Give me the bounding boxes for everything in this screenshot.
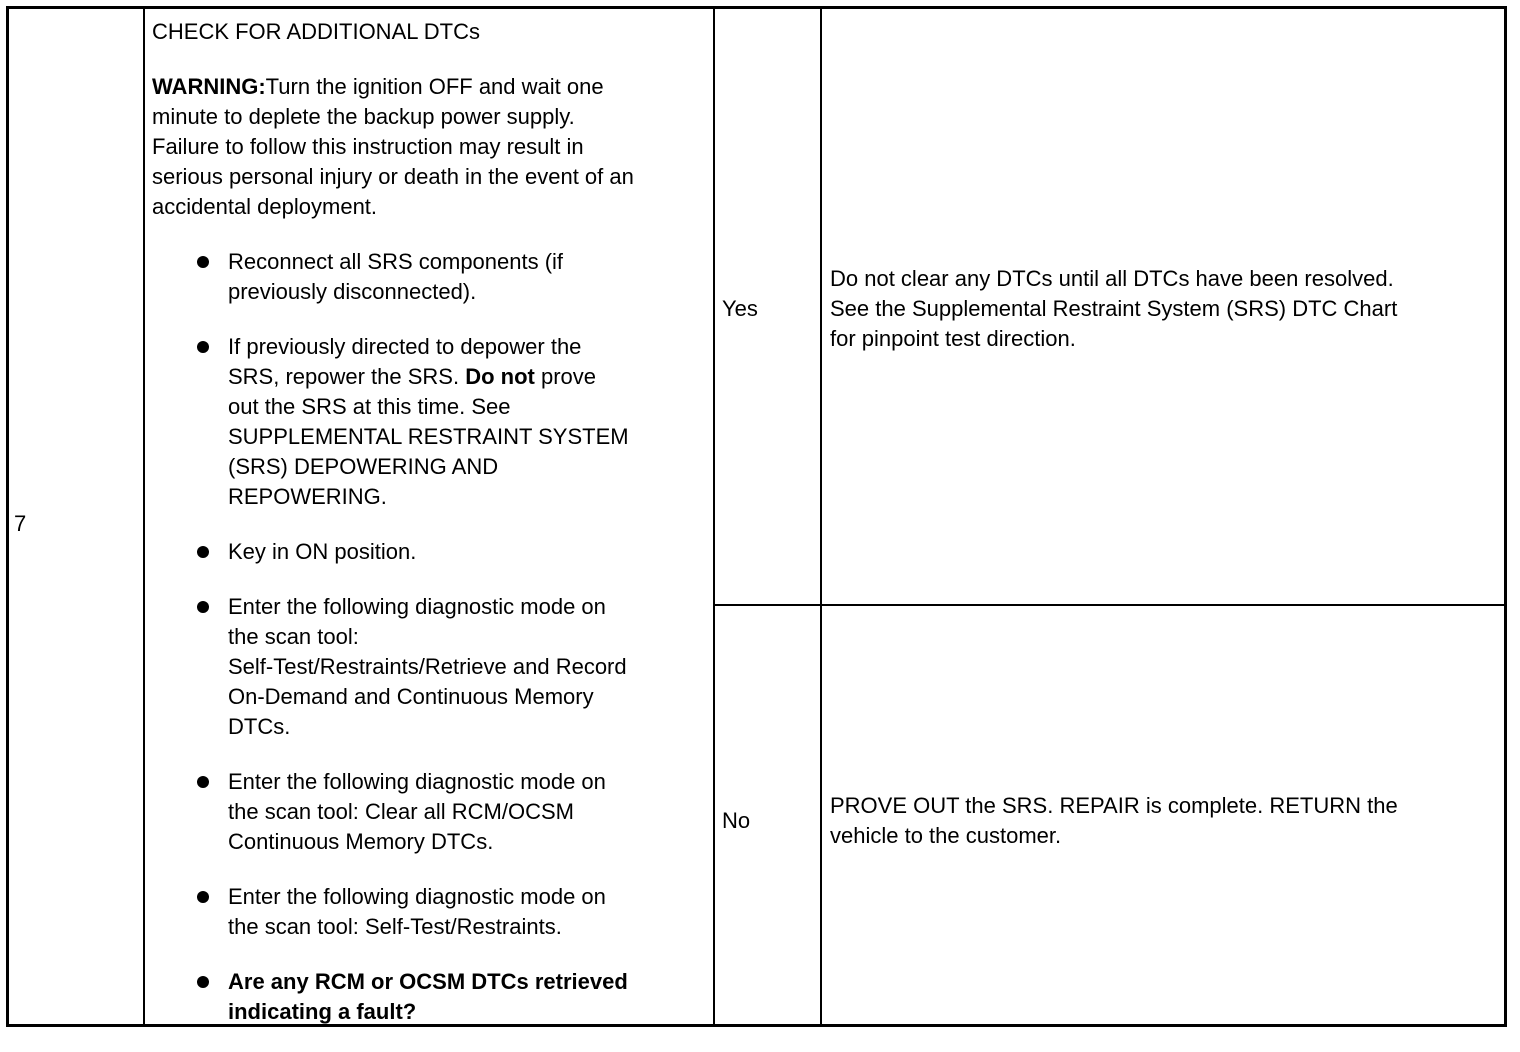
list-item: If previously directed to depower the SRS, repower the SRS. Do not prove out the SRS at this time. See SUPPLEMENTAL RESTRAINT SYSTEM (SRS) DEPOWERING AND REPOWERING.: [152, 332, 712, 512]
warning-label: WARNING:: [152, 74, 266, 99]
list-item: Enter the following diagnostic mode on the scan tool: Self-Test/Restraints/Retrieve and Record On-Demand and Continuous Memory DTCs.: [152, 592, 712, 742]
list-item: Enter the following diagnostic mode on the scan tool: Self-Test/Restraints.: [152, 882, 712, 942]
bullet-icon: [197, 601, 209, 613]
step-title: CHECK FOR ADDITIONAL DTCs: [152, 19, 480, 44]
bullet-icon: [197, 546, 209, 558]
answer-yes-label: Yes: [722, 296, 758, 321]
list-item: Reconnect all SRS components (if previously disconnected).: [152, 247, 712, 307]
bullet-icon: [197, 341, 209, 353]
column-divider-step: [143, 9, 145, 1024]
column-divider-action: [713, 9, 715, 1024]
step-number: 7: [14, 511, 27, 536]
action-cell: [152, 17, 712, 1052]
instruction-list: [152, 247, 712, 1027]
bullet-icon: [197, 256, 209, 268]
column-divider-answer: [820, 9, 822, 1024]
row-divider-yes-no: [715, 604, 1504, 606]
bullet-icon: [197, 891, 209, 903]
list-item: Enter the following diagnostic mode on the scan tool: Clear all RCM/OCSM Continuous Memory DTCs.: [152, 767, 712, 857]
no-result-text: PROVE OUT the SRS. REPAIR is complete. RETURN the vehicle to the customer.: [830, 793, 1398, 848]
bullet-icon: [197, 976, 209, 988]
warning-text: WARNING:Turn the ignition OFF and wait one minute to deplete the backup power supply. Failure to follow this instruction may result in serious personal injury or death in the event of an accidental deployment.: [152, 74, 634, 219]
bullet-icon: [197, 776, 209, 788]
yes-result-text: Do not clear any DTCs until all DTCs have been resolved. See the Supplemental Restraint System (SRS) DTC Chart for pinpoint test direction.: [830, 266, 1398, 351]
diagnostic-table: [6, 6, 1507, 1027]
list-item: Key in ON position.: [152, 537, 712, 567]
list-item-question: Are any RCM or OCSM DTCs retrieved indicating a fault?: [152, 967, 712, 1027]
answer-no-label: No: [722, 808, 751, 833]
